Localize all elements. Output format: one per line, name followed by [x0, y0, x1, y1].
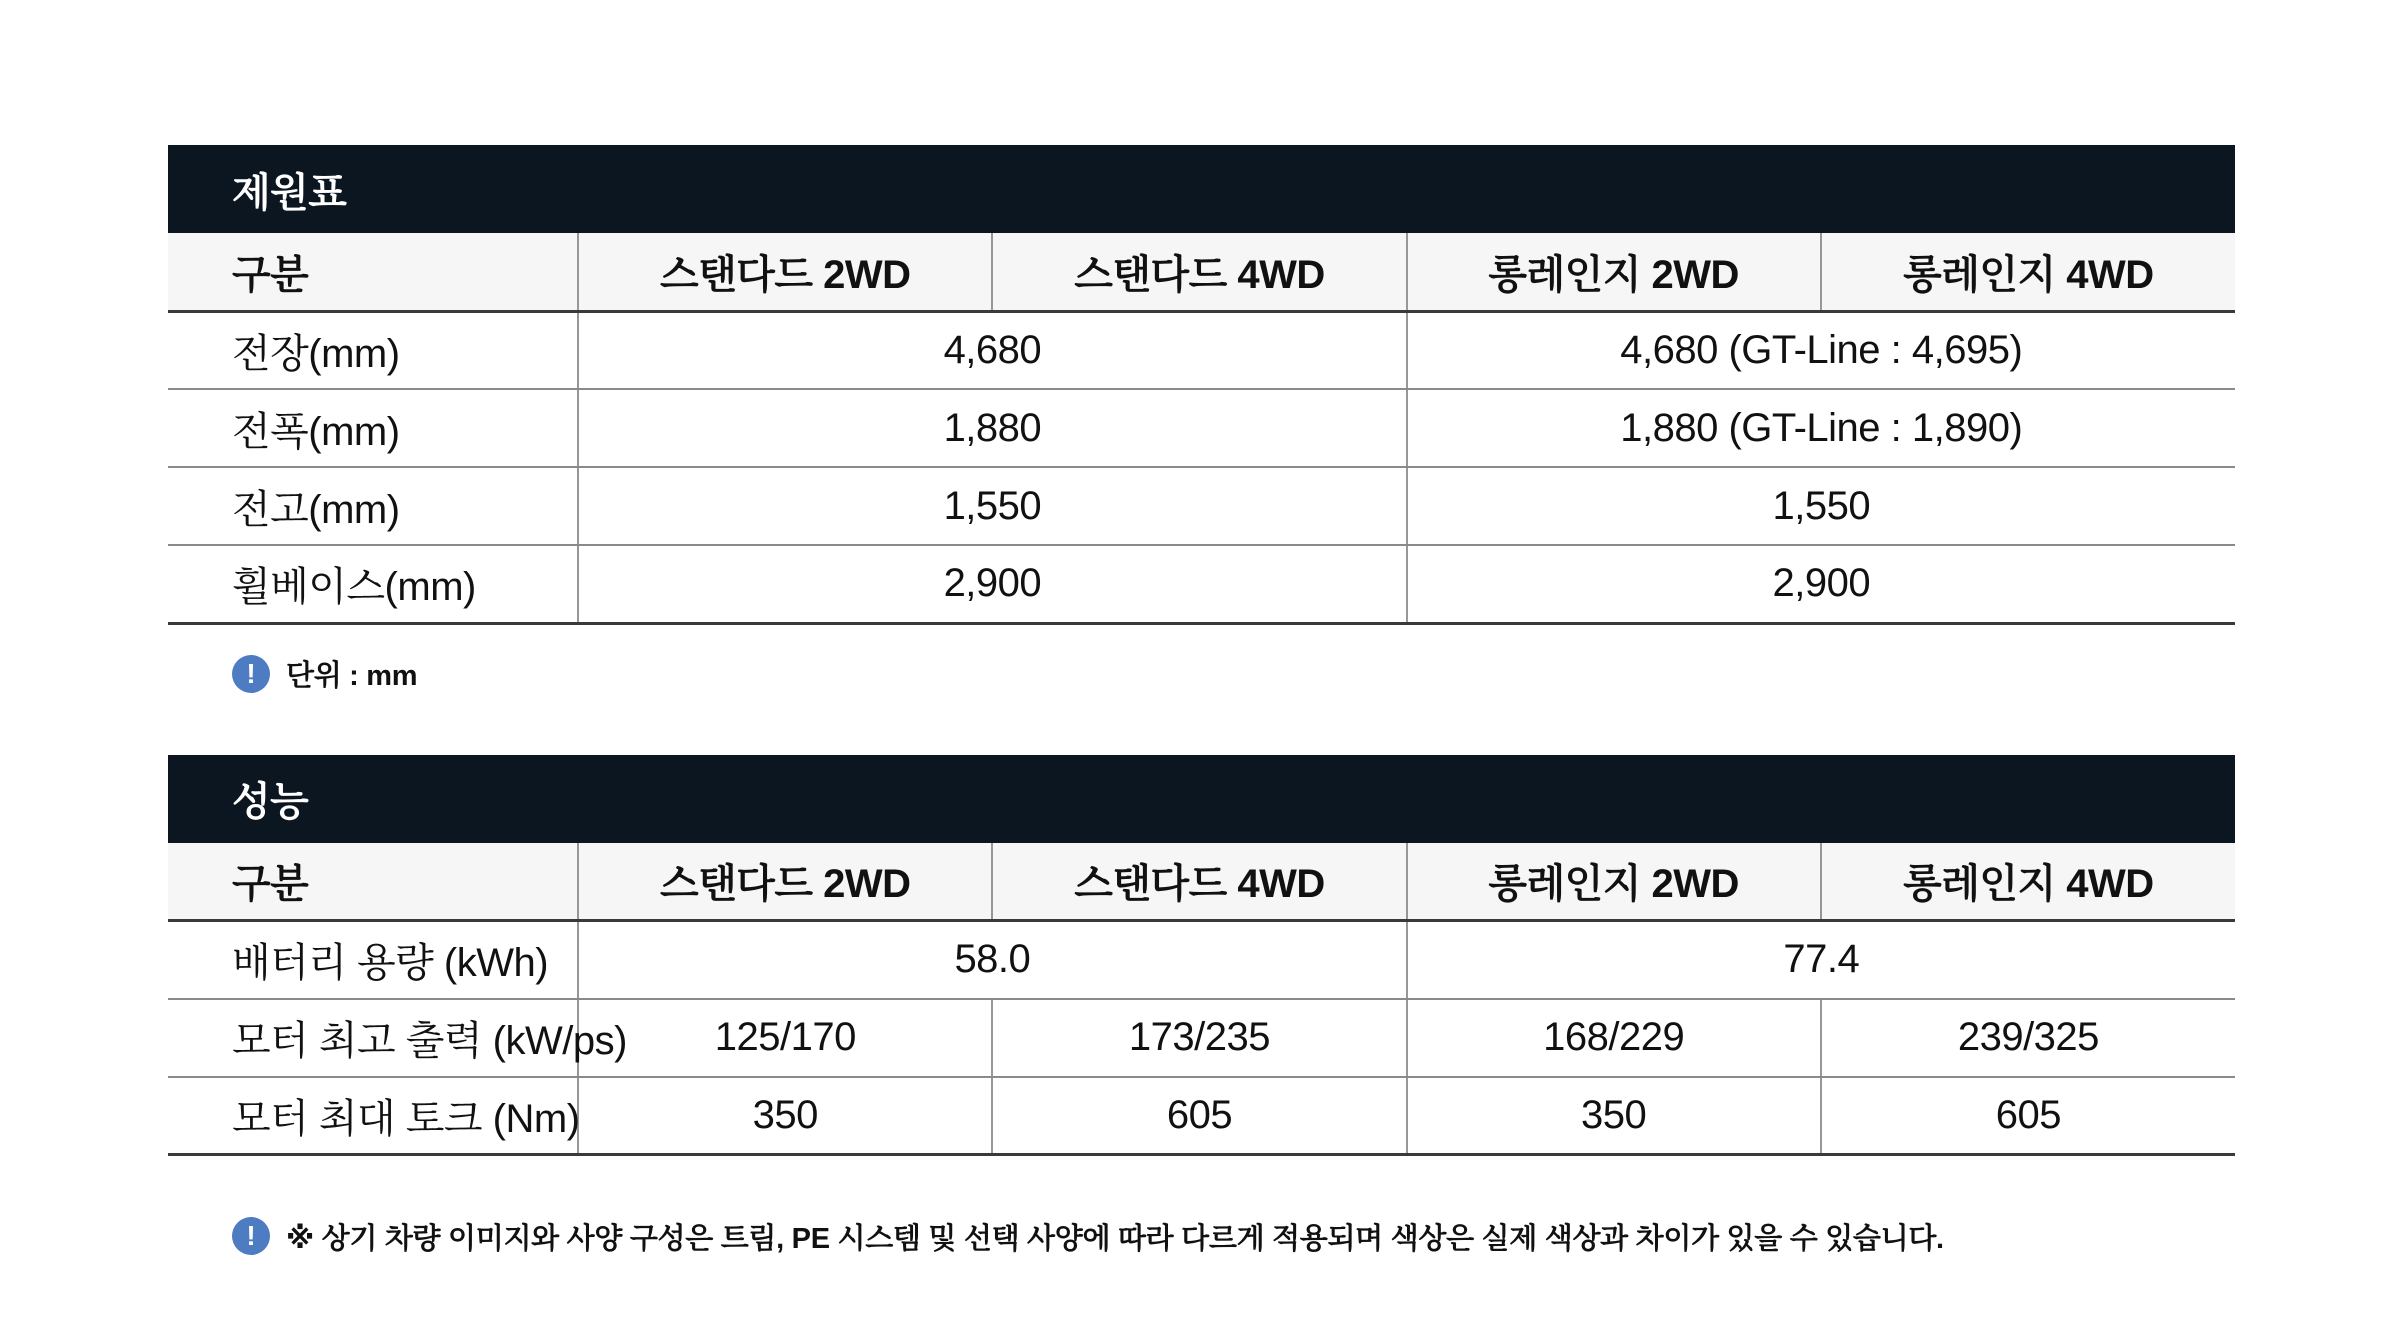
column-header-standard-4wd: 스탠다드 4WD — [992, 233, 1406, 311]
column-header-longrange-4wd: 롱레인지 4WD — [1821, 843, 2235, 921]
table-row-wheelbase — [168, 545, 2235, 623]
column-header-category: 구분 — [168, 233, 578, 311]
table-row-length — [168, 311, 2235, 389]
unit-note — [168, 652, 2235, 696]
table-row-width — [168, 389, 2235, 467]
performance-table — [168, 843, 2235, 1157]
table-row-height — [168, 467, 2235, 545]
row-label: 휠베이스(mm) — [168, 545, 578, 623]
cell-standard-value: 2,900 — [578, 545, 1406, 623]
info-icon: ! — [232, 1217, 270, 1255]
column-header-standard-2wd: 스탠다드 2WD — [578, 843, 992, 921]
cell-value: 605 — [1821, 1077, 2235, 1155]
column-header-standard-2wd: 스탠다드 2WD — [578, 233, 992, 311]
row-label: 전폭(mm) — [168, 389, 578, 467]
disclaimer-note — [168, 1214, 2235, 1258]
column-header-standard-4wd: 스탠다드 4WD — [992, 843, 1406, 921]
spec-header-row — [168, 233, 2235, 311]
info-icon: ! — [232, 655, 270, 693]
performance-header-row — [168, 843, 2235, 921]
cell-standard-value: 1,880 — [578, 389, 1406, 467]
section-spacer — [168, 696, 2235, 755]
column-header-longrange-2wd: 롱레인지 2WD — [1407, 233, 1821, 311]
cell-value: 605 — [992, 1077, 1406, 1155]
cell-longrange-value: 1,880 (GT-Line : 1,890) — [1407, 389, 2235, 467]
table-row-battery — [168, 921, 2235, 999]
cell-value: 350 — [1407, 1077, 1821, 1155]
table-row-motor-torque — [168, 1077, 2235, 1155]
disclaimer-note-text: ※ 상기 차량 이미지와 사양 구성은 트림, PE 시스템 및 선택 사양에 따라 다르게 적용되며 색상은 실제 색상과 차이가 있을 수 있습니다. — [286, 1222, 1944, 1255]
row-label: 배터리 용량 (kWh) — [168, 921, 578, 999]
cell-standard-value: 1,550 — [578, 467, 1406, 545]
cell-value: 173/235 — [992, 999, 1406, 1077]
performance-table-title: 성능 — [168, 755, 2235, 843]
table-row-motor-power — [168, 999, 2235, 1077]
column-header-category: 구분 — [168, 843, 578, 921]
cell-value: 239/325 — [1821, 999, 2235, 1077]
row-label: 전장(mm) — [168, 311, 578, 389]
cell-standard-value: 58.0 — [578, 921, 1406, 999]
cell-longrange-value: 4,680 (GT-Line : 4,695) — [1407, 311, 2235, 389]
column-header-longrange-4wd: 롱레인지 4WD — [1821, 233, 2235, 311]
spec-table-section — [168, 145, 2235, 625]
spec-table-title: 제원표 — [168, 145, 2235, 233]
cell-longrange-value: 2,900 — [1407, 545, 2235, 623]
cell-value: 350 — [578, 1077, 992, 1155]
cell-standard-value: 4,680 — [578, 311, 1406, 389]
unit-note-text: 단위 : mm — [286, 660, 418, 692]
cell-longrange-value: 1,550 — [1407, 467, 2235, 545]
row-label: 모터 최고 출력 (kW/ps) — [168, 999, 578, 1077]
column-header-longrange-2wd: 롱레인지 2WD — [1407, 843, 1821, 921]
spec-table — [168, 233, 2235, 625]
row-label: 전고(mm) — [168, 467, 578, 545]
row-label: 모터 최대 토크 (Nm) — [168, 1077, 578, 1155]
performance-table-section — [168, 755, 2235, 1157]
cell-value: 168/229 — [1407, 999, 1821, 1077]
cell-value: 125/170 — [578, 999, 992, 1077]
cell-longrange-value: 77.4 — [1407, 921, 2235, 999]
